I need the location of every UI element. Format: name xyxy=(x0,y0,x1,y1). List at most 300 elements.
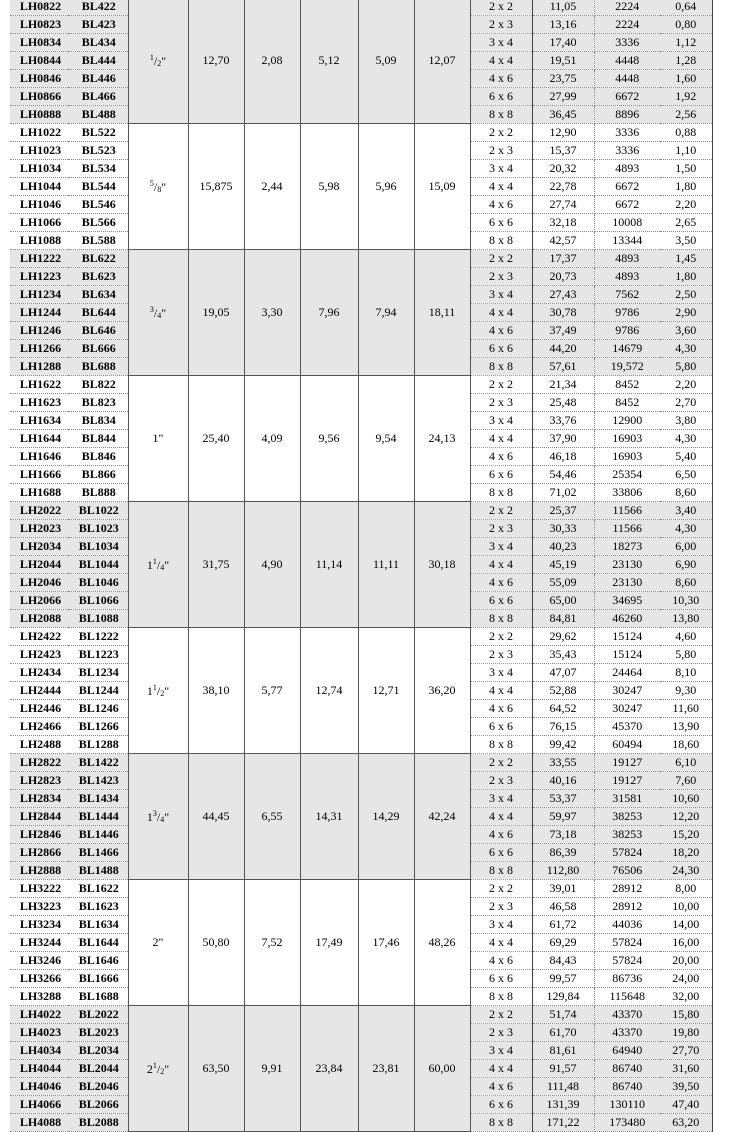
lacing-size: 4 x 4 xyxy=(470,808,532,826)
lh-part-number: LH2866 xyxy=(10,844,68,862)
lacing-size: 4 x 4 xyxy=(470,430,532,448)
breaking-load: 29,62 xyxy=(532,628,594,646)
breaking-load: 11,05 xyxy=(532,0,594,16)
table-row xyxy=(10,880,712,898)
dim-pitch-mm: 50,80 xyxy=(188,880,244,1006)
weight-per-meter: 2,20 xyxy=(660,376,712,394)
breaking-load: 17,40 xyxy=(532,34,594,52)
lh-part-number: LH1288 xyxy=(10,358,68,376)
bl-part-number: BL1446 xyxy=(68,826,128,844)
dim-d1: 4,09 xyxy=(244,376,300,502)
ultimate-strength: 11566 xyxy=(594,520,660,538)
bl-part-number: BL622 xyxy=(68,250,128,268)
weight-per-meter: 10,30 xyxy=(660,592,712,610)
weight-per-meter: 1,50 xyxy=(660,160,712,178)
weight-per-meter: 6,50 xyxy=(660,466,712,484)
lh-part-number: LH0823 xyxy=(10,16,68,34)
lh-part-number: LH3234 xyxy=(10,916,68,934)
dim-d4: 30,18 xyxy=(414,502,470,628)
ultimate-strength: 57824 xyxy=(594,844,660,862)
dim-d1: 6,55 xyxy=(244,754,300,880)
lacing-size: 2 x 2 xyxy=(470,880,532,898)
bl-part-number: BL422 xyxy=(68,0,128,16)
pitch-whole: 1 xyxy=(146,558,153,572)
weight-per-meter: 1,80 xyxy=(660,268,712,286)
bl-part-number: BL1244 xyxy=(68,682,128,700)
dim-d2: 12,74 xyxy=(300,628,358,754)
lh-part-number: LH1223 xyxy=(10,268,68,286)
bl-part-number: BL1466 xyxy=(68,844,128,862)
lh-part-number: LH0834 xyxy=(10,34,68,52)
ultimate-strength: 86740 xyxy=(594,1078,660,1096)
breaking-load: 17,37 xyxy=(532,250,594,268)
lh-part-number: LH2446 xyxy=(10,700,68,718)
ultimate-strength: 25354 xyxy=(594,466,660,484)
breaking-load: 112,80 xyxy=(532,862,594,880)
ultimate-strength: 24464 xyxy=(594,664,660,682)
lacing-size: 8 x 8 xyxy=(470,988,532,1006)
ultimate-strength: 14679 xyxy=(594,340,660,358)
bl-part-number: BL434 xyxy=(68,34,128,52)
lacing-size: 3 x 4 xyxy=(470,538,532,556)
breaking-load: 13,16 xyxy=(532,16,594,34)
lacing-size: 4 x 4 xyxy=(470,1060,532,1078)
ultimate-strength: 33806 xyxy=(594,484,660,502)
lacing-size: 6 x 6 xyxy=(470,970,532,988)
weight-per-meter: 2,70 xyxy=(660,394,712,412)
lh-part-number: LH2466 xyxy=(10,718,68,736)
lh-part-number: LH4022 xyxy=(10,1006,68,1024)
lh-part-number: LH1044 xyxy=(10,178,68,196)
bl-part-number: BL646 xyxy=(68,322,128,340)
weight-per-meter: 1,45 xyxy=(660,250,712,268)
lh-part-number: LH2822 xyxy=(10,754,68,772)
bl-part-number: BL888 xyxy=(68,484,128,502)
lh-part-number: LH4044 xyxy=(10,1060,68,1078)
ultimate-strength: 2224 xyxy=(594,0,660,16)
lacing-size: 4 x 6 xyxy=(470,322,532,340)
breaking-load: 55,09 xyxy=(532,574,594,592)
weight-per-meter: 4,30 xyxy=(660,520,712,538)
breaking-load: 33,76 xyxy=(532,412,594,430)
dim-d1: 5,77 xyxy=(244,628,300,754)
ultimate-strength: 34695 xyxy=(594,592,660,610)
ultimate-strength: 19127 xyxy=(594,754,660,772)
weight-per-meter: 3,80 xyxy=(660,412,712,430)
pitch-inch: $2^1/_2$" xyxy=(128,1006,188,1132)
lacing-size: 6 x 6 xyxy=(470,1096,532,1114)
weight-per-meter: 20,00 xyxy=(660,952,712,970)
bl-part-number: BL1646 xyxy=(68,952,128,970)
pitch-denominator: 2 xyxy=(160,1067,165,1076)
dim-d1: 2,44 xyxy=(244,124,300,250)
lacing-size: 8 x 8 xyxy=(470,736,532,754)
lh-part-number: LH1046 xyxy=(10,196,68,214)
breaking-load: 59,97 xyxy=(532,808,594,826)
ultimate-strength: 57824 xyxy=(594,952,660,970)
bl-part-number: BL2034 xyxy=(68,1042,128,1060)
breaking-load: 23,75 xyxy=(532,70,594,88)
breaking-load: 47,07 xyxy=(532,664,594,682)
breaking-load: 51,74 xyxy=(532,1006,594,1024)
bl-part-number: BL1266 xyxy=(68,718,128,736)
table-body xyxy=(10,0,712,1132)
table-row xyxy=(10,502,712,520)
lh-part-number: LH1222 xyxy=(10,250,68,268)
bl-part-number: BL1488 xyxy=(68,862,128,880)
bl-part-number: BL866 xyxy=(68,466,128,484)
breaking-load: 40,16 xyxy=(532,772,594,790)
breaking-load: 15,37 xyxy=(532,142,594,160)
lh-part-number: LH4088 xyxy=(10,1114,68,1132)
lacing-size: 6 x 6 xyxy=(470,592,532,610)
weight-per-meter: 2,90 xyxy=(660,304,712,322)
lh-part-number: LH0822 xyxy=(10,0,68,16)
lacing-size: 2 x 3 xyxy=(470,898,532,916)
lh-part-number: LH1066 xyxy=(10,214,68,232)
lacing-size: 2 x 2 xyxy=(470,1006,532,1024)
weight-per-meter: 2,65 xyxy=(660,214,712,232)
ultimate-strength: 8896 xyxy=(594,106,660,124)
bl-part-number: BL1066 xyxy=(68,592,128,610)
dim-d4: 18,11 xyxy=(414,250,470,376)
bl-part-number: BL1034 xyxy=(68,538,128,556)
breaking-load: 37,49 xyxy=(532,322,594,340)
dim-d2: 23,84 xyxy=(300,1006,358,1132)
lh-part-number: LH2423 xyxy=(10,646,68,664)
bl-part-number: BL546 xyxy=(68,196,128,214)
ultimate-strength: 28912 xyxy=(594,898,660,916)
pitch-numerator: 5 xyxy=(149,179,154,188)
dim-d4: 36,20 xyxy=(414,628,470,754)
breaking-load: 64,52 xyxy=(532,700,594,718)
bl-part-number: BL1022 xyxy=(68,502,128,520)
weight-per-meter: 2,50 xyxy=(660,286,712,304)
lacing-size: 6 x 6 xyxy=(470,466,532,484)
lh-part-number: LH1266 xyxy=(10,340,68,358)
lh-part-number: LH0844 xyxy=(10,52,68,70)
dim-d3: 17,46 xyxy=(358,880,414,1006)
lacing-size: 8 x 8 xyxy=(470,358,532,376)
weight-per-meter: 27,70 xyxy=(660,1042,712,1060)
pitch-denominator: 4 xyxy=(160,815,165,824)
lacing-size: 4 x 4 xyxy=(470,556,532,574)
breaking-load: 76,15 xyxy=(532,718,594,736)
ultimate-strength: 9786 xyxy=(594,322,660,340)
pitch-inch xyxy=(128,376,188,502)
breaking-load: 40,23 xyxy=(532,538,594,556)
bl-part-number: BL2066 xyxy=(68,1096,128,1114)
table-row xyxy=(10,0,712,16)
ultimate-strength: 4893 xyxy=(594,160,660,178)
weight-per-meter: 4,60 xyxy=(660,628,712,646)
bl-part-number: BL666 xyxy=(68,340,128,358)
weight-per-meter: 10,60 xyxy=(660,790,712,808)
ultimate-strength: 38253 xyxy=(594,808,660,826)
pitch-denominator: 2 xyxy=(160,689,165,698)
ultimate-strength: 86736 xyxy=(594,970,660,988)
lacing-size: 2 x 3 xyxy=(470,142,532,160)
bl-part-number: BL534 xyxy=(68,160,128,178)
weight-per-meter: 3,50 xyxy=(660,232,712,250)
pitch-denominator: 2 xyxy=(157,59,162,68)
breaking-load: 44,20 xyxy=(532,340,594,358)
weight-per-meter: 31,60 xyxy=(660,1060,712,1078)
lacing-size: 3 x 4 xyxy=(470,916,532,934)
lh-part-number: LH1644 xyxy=(10,430,68,448)
ultimate-strength: 6672 xyxy=(594,88,660,106)
weight-per-meter: 16,00 xyxy=(660,934,712,952)
lh-part-number: LH1246 xyxy=(10,322,68,340)
dim-d3: 9,54 xyxy=(358,376,414,502)
bl-part-number: BL1222 xyxy=(68,628,128,646)
weight-per-meter: 5,80 xyxy=(660,646,712,664)
dim-d1: 9,91 xyxy=(244,1006,300,1132)
breaking-load: 36,45 xyxy=(532,106,594,124)
lh-part-number: LH3266 xyxy=(10,970,68,988)
bl-part-number: BL834 xyxy=(68,412,128,430)
bl-part-number: BL1234 xyxy=(68,664,128,682)
pitch-numerator: 1 xyxy=(152,557,157,566)
bl-part-number: BL1223 xyxy=(68,646,128,664)
lacing-size: 4 x 6 xyxy=(470,952,532,970)
lacing-size: 3 x 4 xyxy=(470,286,532,304)
lh-part-number: LH4023 xyxy=(10,1024,68,1042)
lacing-size: 2 x 3 xyxy=(470,772,532,790)
dim-d4: 48,26 xyxy=(414,880,470,1006)
ultimate-strength: 64940 xyxy=(594,1042,660,1060)
ultimate-strength: 19,572 xyxy=(594,358,660,376)
bl-part-number: BL466 xyxy=(68,88,128,106)
ultimate-strength: 173480 xyxy=(594,1114,660,1132)
lh-part-number: LH4066 xyxy=(10,1096,68,1114)
table-row xyxy=(10,376,712,394)
breaking-load: 27,43 xyxy=(532,286,594,304)
dim-d2: 14,31 xyxy=(300,754,358,880)
dim-pitch-mm: 38,10 xyxy=(188,628,244,754)
lacing-size: 8 x 8 xyxy=(470,484,532,502)
breaking-load: 45,19 xyxy=(532,556,594,574)
lacing-size: 3 x 4 xyxy=(470,412,532,430)
lh-part-number: LH2088 xyxy=(10,610,68,628)
lacing-size: 4 x 4 xyxy=(470,682,532,700)
breaking-load: 54,46 xyxy=(532,466,594,484)
ultimate-strength: 7562 xyxy=(594,286,660,304)
lh-part-number: LH2046 xyxy=(10,574,68,592)
lacing-size: 2 x 3 xyxy=(470,1024,532,1042)
lh-part-number: LH1688 xyxy=(10,484,68,502)
breaking-load: 81,61 xyxy=(532,1042,594,1060)
bl-part-number: BL588 xyxy=(68,232,128,250)
ultimate-strength: 3336 xyxy=(594,142,660,160)
breaking-load: 57,61 xyxy=(532,358,594,376)
lacing-size: 4 x 4 xyxy=(470,934,532,952)
breaking-load: 12,90 xyxy=(532,124,594,142)
table-row xyxy=(10,1006,712,1024)
ultimate-strength: 3336 xyxy=(594,124,660,142)
table-row xyxy=(10,124,712,142)
ultimate-strength: 60494 xyxy=(594,736,660,754)
ultimate-strength: 18273 xyxy=(594,538,660,556)
bl-part-number: BL1623 xyxy=(68,898,128,916)
weight-per-meter: 39,50 xyxy=(660,1078,712,1096)
ultimate-strength: 4448 xyxy=(594,52,660,70)
lh-part-number: LH2844 xyxy=(10,808,68,826)
lacing-size: 2 x 3 xyxy=(470,16,532,34)
breaking-load: 22,78 xyxy=(532,178,594,196)
breaking-load: 61,72 xyxy=(532,916,594,934)
lh-part-number: LH2834 xyxy=(10,790,68,808)
ultimate-strength: 45370 xyxy=(594,718,660,736)
weight-per-meter: 24,00 xyxy=(660,970,712,988)
ultimate-strength: 28912 xyxy=(594,880,660,898)
weight-per-meter: 8,00 xyxy=(660,880,712,898)
ultimate-strength: 6672 xyxy=(594,196,660,214)
lh-part-number: LH3288 xyxy=(10,988,68,1006)
lh-part-number: LH2846 xyxy=(10,826,68,844)
bl-part-number: BL2022 xyxy=(68,1006,128,1024)
bl-part-number: BL1444 xyxy=(68,808,128,826)
lacing-size: 4 x 6 xyxy=(470,1078,532,1096)
lacing-size: 4 x 6 xyxy=(470,574,532,592)
lacing-size: 3 x 4 xyxy=(470,1042,532,1060)
lacing-size: 2 x 3 xyxy=(470,268,532,286)
lh-part-number: LH2044 xyxy=(10,556,68,574)
dim-d1: 2,08 xyxy=(244,0,300,124)
ultimate-strength: 38253 xyxy=(594,826,660,844)
dim-d2: 11,14 xyxy=(300,502,358,628)
dim-d1: 7,52 xyxy=(244,880,300,1006)
pitch-denominator: 8 xyxy=(157,185,162,194)
lh-part-number: LH2422 xyxy=(10,628,68,646)
weight-per-meter: 47,40 xyxy=(660,1096,712,1114)
ultimate-strength: 16903 xyxy=(594,448,660,466)
weight-per-meter: 63,20 xyxy=(660,1114,712,1132)
leaf-chain-spec-table xyxy=(10,0,713,1132)
lacing-size: 4 x 4 xyxy=(470,304,532,322)
lh-part-number: LH1646 xyxy=(10,448,68,466)
dim-pitch-mm: 63,50 xyxy=(188,1006,244,1132)
dim-pitch-mm: 31,75 xyxy=(188,502,244,628)
lh-part-number: LH2888 xyxy=(10,862,68,880)
breaking-load: 30,33 xyxy=(532,520,594,538)
lacing-size: 4 x 6 xyxy=(470,70,532,88)
breaking-load: 27,74 xyxy=(532,196,594,214)
ultimate-strength: 15124 xyxy=(594,646,660,664)
lacing-size: 8 x 8 xyxy=(470,232,532,250)
breaking-load: 69,29 xyxy=(532,934,594,952)
ultimate-strength: 46260 xyxy=(594,610,660,628)
lacing-size: 2 x 3 xyxy=(470,646,532,664)
breaking-load: 86,39 xyxy=(532,844,594,862)
breaking-load: 84,81 xyxy=(532,610,594,628)
weight-per-meter: 15,20 xyxy=(660,826,712,844)
breaking-load: 71,02 xyxy=(532,484,594,502)
lh-part-number: LH1234 xyxy=(10,286,68,304)
lacing-size: 8 x 8 xyxy=(470,1114,532,1132)
weight-per-meter: 1,10 xyxy=(660,142,712,160)
lh-part-number: LH3244 xyxy=(10,934,68,952)
ultimate-strength: 8452 xyxy=(594,376,660,394)
breaking-load: 33,55 xyxy=(532,754,594,772)
lh-part-number: LH2488 xyxy=(10,736,68,754)
lh-part-number: LH1622 xyxy=(10,376,68,394)
pitch-whole: 2" xyxy=(152,935,164,949)
dim-pitch-mm: 25,40 xyxy=(188,376,244,502)
dim-pitch-mm: 19,05 xyxy=(188,250,244,376)
breaking-load: 73,18 xyxy=(532,826,594,844)
lh-part-number: LH2022 xyxy=(10,502,68,520)
ultimate-strength: 16903 xyxy=(594,430,660,448)
lacing-size: 6 x 6 xyxy=(470,214,532,232)
bl-part-number: BL1088 xyxy=(68,610,128,628)
bl-part-number: BL2023 xyxy=(68,1024,128,1042)
ultimate-strength: 57824 xyxy=(594,934,660,952)
lh-part-number: LH1022 xyxy=(10,124,68,142)
dim-pitch-mm: 12,70 xyxy=(188,0,244,124)
bl-part-number: BL823 xyxy=(68,394,128,412)
bl-part-number: BL2046 xyxy=(68,1078,128,1096)
dim-d4: 12,07 xyxy=(414,0,470,124)
weight-per-meter: 14,00 xyxy=(660,916,712,934)
dim-pitch-mm: 44,45 xyxy=(188,754,244,880)
weight-per-meter: 6,10 xyxy=(660,754,712,772)
weight-per-meter: 6,00 xyxy=(660,538,712,556)
lacing-size: 2 x 2 xyxy=(470,502,532,520)
lh-part-number: LH1244 xyxy=(10,304,68,322)
lh-part-number: LH2023 xyxy=(10,520,68,538)
pitch-inch: $1^1/_4$" xyxy=(128,502,188,628)
lh-part-number: LH1088 xyxy=(10,232,68,250)
lacing-size: 4 x 6 xyxy=(470,700,532,718)
bl-part-number: BL644 xyxy=(68,304,128,322)
lacing-size: 6 x 6 xyxy=(470,340,532,358)
bl-part-number: BL1666 xyxy=(68,970,128,988)
pitch-inch: $1^3/_4$" xyxy=(128,754,188,880)
dim-d3: 5,96 xyxy=(358,124,414,250)
dim-d2: 7,96 xyxy=(300,250,358,376)
lacing-size: 4 x 6 xyxy=(470,196,532,214)
bl-part-number: BL444 xyxy=(68,52,128,70)
ultimate-strength: 43370 xyxy=(594,1024,660,1042)
weight-per-meter: 2,20 xyxy=(660,196,712,214)
dim-d3: 7,94 xyxy=(358,250,414,376)
breaking-load: 19,51 xyxy=(532,52,594,70)
bl-part-number: BL488 xyxy=(68,106,128,124)
weight-per-meter: 6,90 xyxy=(660,556,712,574)
breaking-load: 27,99 xyxy=(532,88,594,106)
ultimate-strength: 115648 xyxy=(594,988,660,1006)
weight-per-meter: 5,40 xyxy=(660,448,712,466)
lacing-size: 8 x 8 xyxy=(470,862,532,880)
dim-d3: 11,11 xyxy=(358,502,414,628)
breaking-load: 25,48 xyxy=(532,394,594,412)
lh-part-number: LH2434 xyxy=(10,664,68,682)
lh-part-number: LH1623 xyxy=(10,394,68,412)
pitch-inch: $1^1/_2$" xyxy=(128,628,188,754)
breaking-load: 46,18 xyxy=(532,448,594,466)
weight-per-meter: 15,80 xyxy=(660,1006,712,1024)
ultimate-strength: 44036 xyxy=(594,916,660,934)
lacing-size: 2 x 2 xyxy=(470,754,532,772)
dim-d2: 17,49 xyxy=(300,880,358,1006)
ultimate-strength: 4893 xyxy=(594,250,660,268)
lacing-size: 2 x 2 xyxy=(470,250,532,268)
lacing-size: 2 x 2 xyxy=(470,628,532,646)
weight-per-meter: 12,20 xyxy=(660,808,712,826)
pitch-whole: 1 xyxy=(146,684,153,698)
lacing-size: 2 x 3 xyxy=(470,520,532,538)
